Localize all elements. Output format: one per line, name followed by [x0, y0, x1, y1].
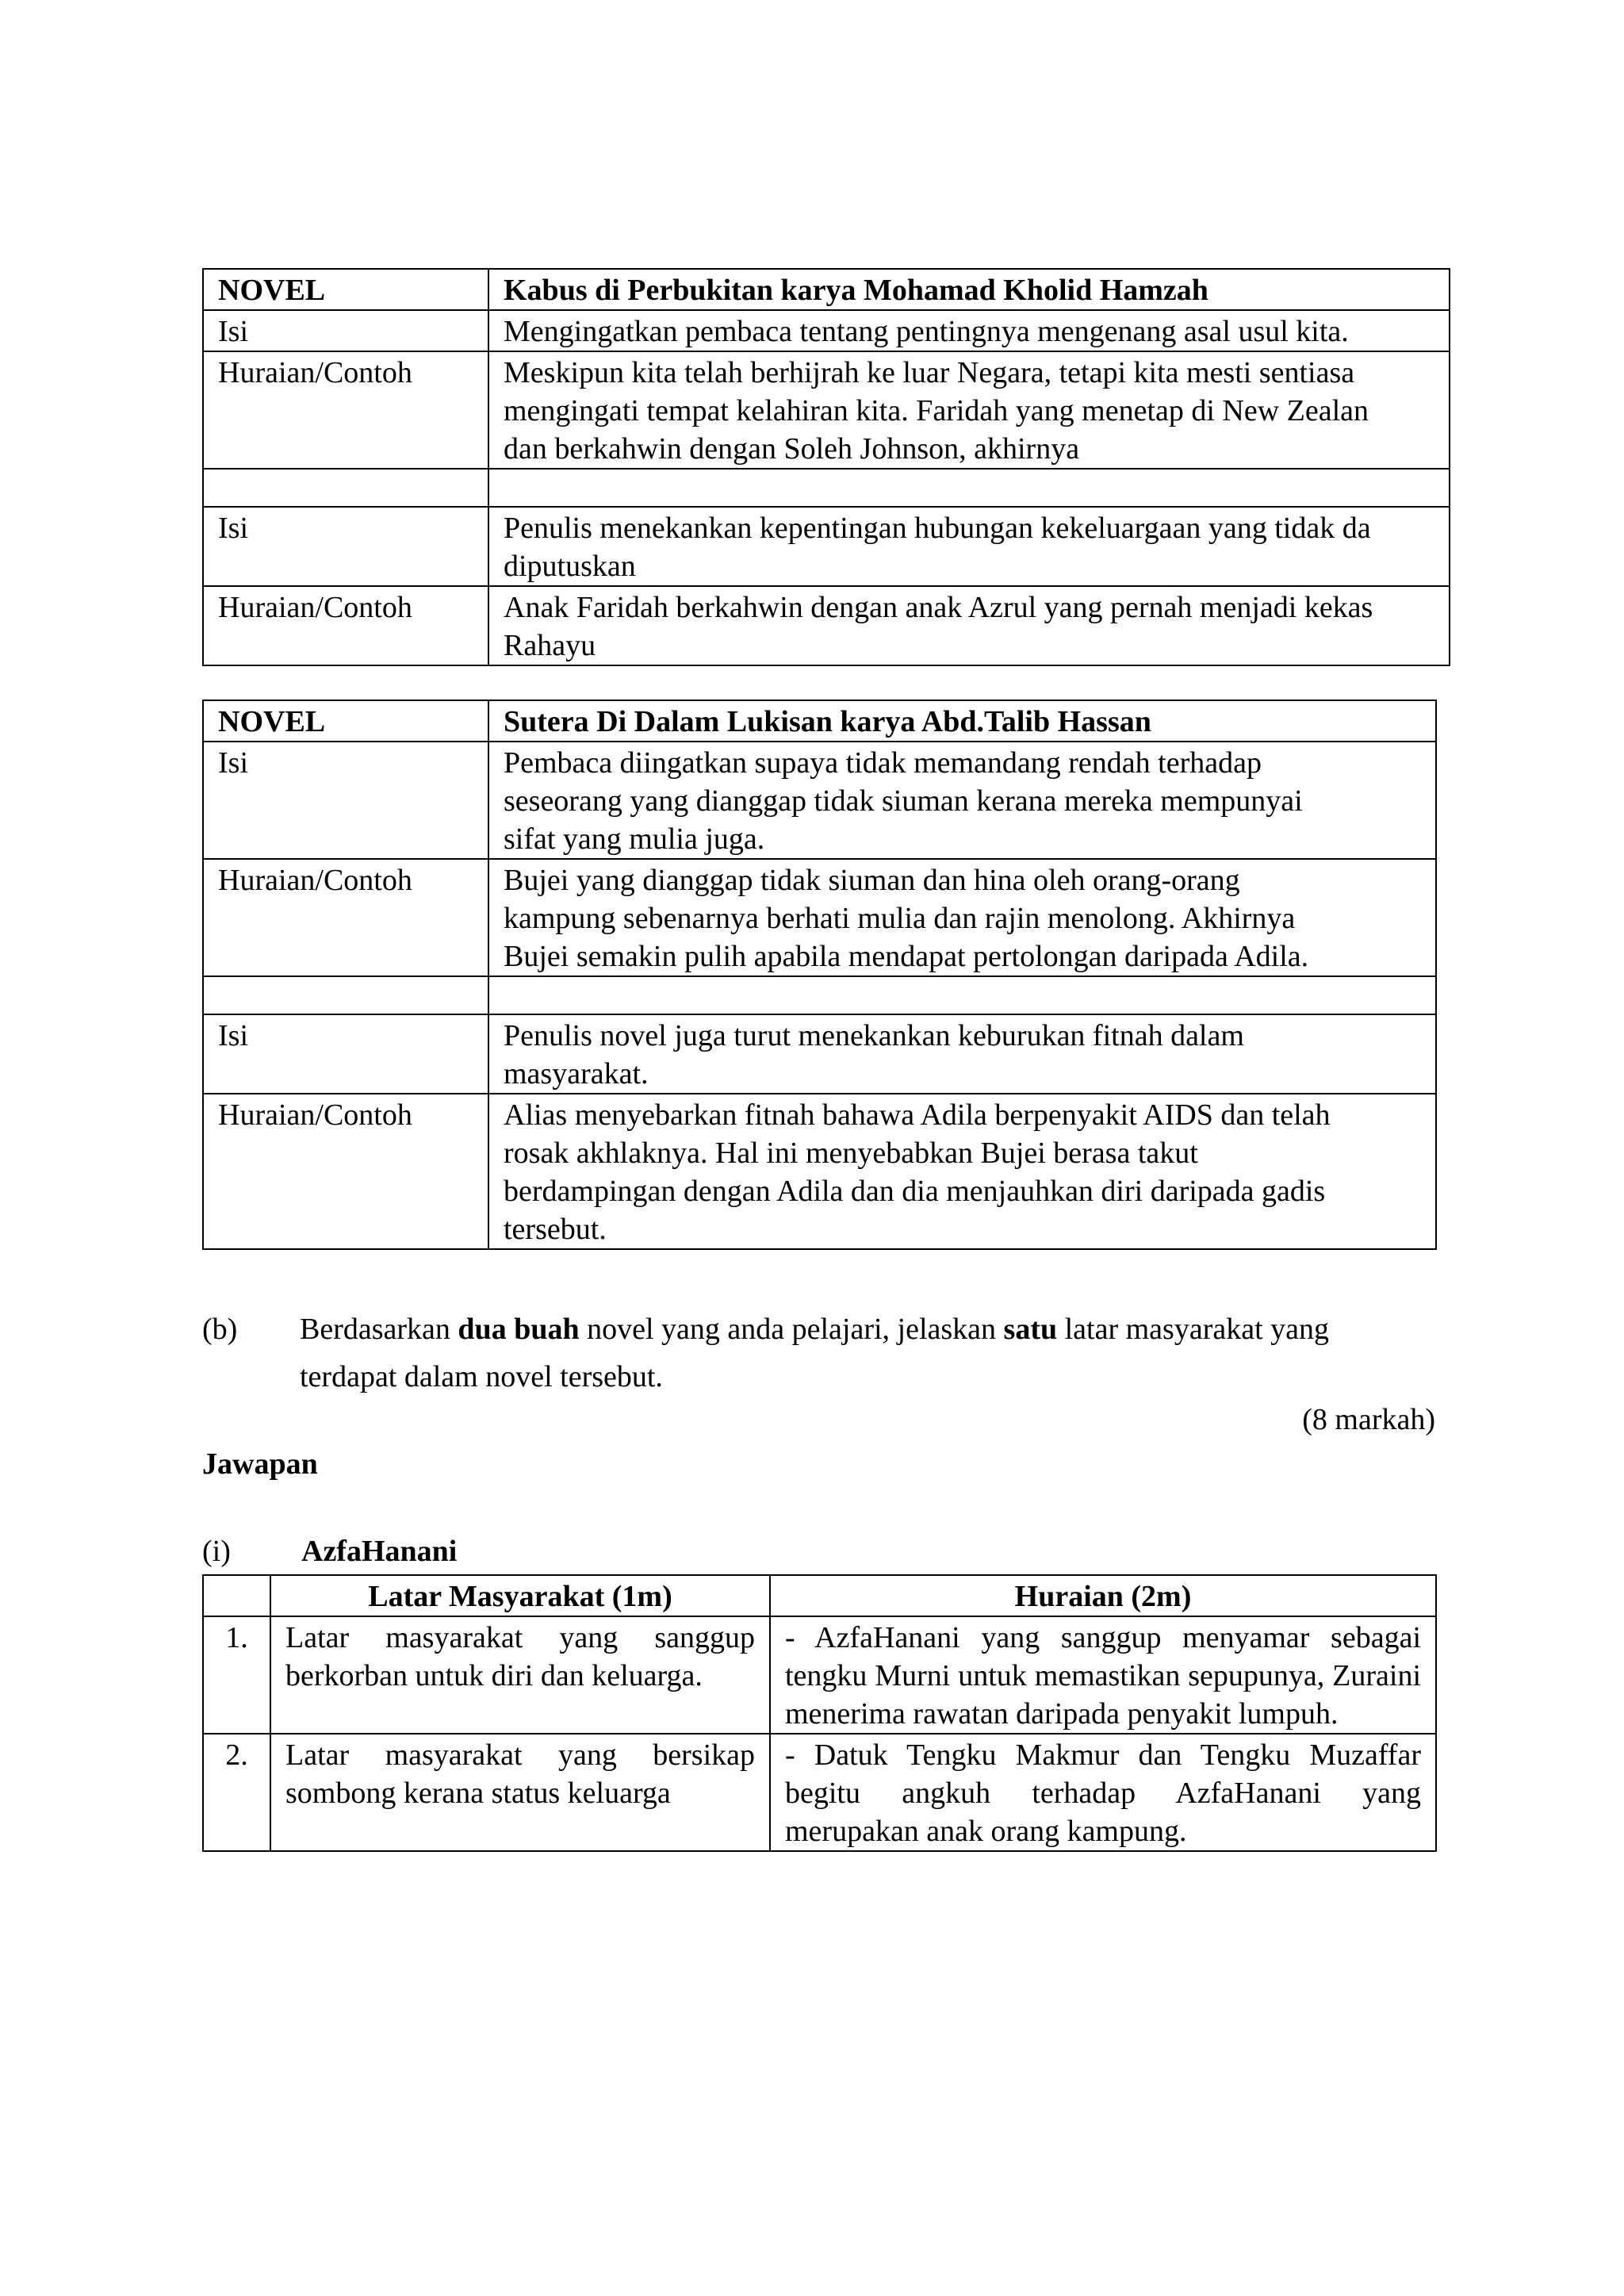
cell-line: Meskipun kita telah berhijrah ke luar Negara, tetapi kita mesti sentiasa [504, 356, 1355, 389]
marks-label: (8 markah) [1302, 1403, 1435, 1436]
cell-line: rosak akhlaknya. Hal ini menyebabkan Bujei berasa takut [504, 1137, 1198, 1170]
table-row [203, 351, 1450, 469]
table-row [203, 310, 1450, 351]
table-cell: Huraian/Contoh [203, 351, 488, 469]
table-header-cell [203, 1575, 270, 1616]
table-cell [488, 742, 1436, 859]
question-text-line-2: terdapat dalam novel tersebut. [300, 1360, 663, 1393]
table-cell [488, 586, 1450, 665]
cell-line: seseorang yang dianggap tidak siuman kerana mereka mempunyai [504, 784, 1303, 818]
cell-line: tersebut. [504, 1213, 607, 1246]
cell-line: berdampingan dengan Adila dan dia menjauhkan diri daripada gadis [504, 1175, 1326, 1208]
table-cell: NOVEL [203, 700, 488, 742]
table-cell: Mengingatkan pembaca tentang pentingnya mengenang asal usul kita. [488, 310, 1450, 351]
row-number: 1. [203, 1616, 270, 1734]
cell-line: Bujei semakin pulih apabila mendapat pertolongan daripada Adila. [504, 940, 1309, 973]
table-cell [488, 1014, 1436, 1094]
table-cell: Huraian/Contoh [203, 1094, 488, 1249]
table-row [203, 507, 1450, 586]
table-row [203, 1616, 1436, 1734]
table-cell [203, 976, 488, 1014]
question-text-part: Berdasarkan [300, 1313, 458, 1346]
table-cell [488, 351, 1450, 469]
table-row [203, 859, 1436, 976]
cell-line: Alias menyebarkan fitnah bahawa Adila berpenyakit AIDS dan telah [504, 1098, 1331, 1132]
question-emphasis: dua buah [458, 1313, 580, 1346]
cell-line: sifat yang mulia juga. [504, 822, 765, 856]
table-row [203, 269, 1450, 310]
table-header-cell: Latar Masyarakat (1m) [270, 1575, 770, 1616]
cell-line: Penulis menekankan kepentingan hubungan kekeluargaan yang tidak da [504, 512, 1371, 545]
table-cell: Sutera Di Dalam Lukisan karya Abd.Talib Hassan [488, 700, 1436, 742]
table-cell: - Datuk Tengku Makmur dan Tengku Muzaffar begitu angkuh terhadap AzfaHanani yang merupakan anak orang kampung. [770, 1734, 1436, 1851]
cell-line: dan berkahwin dengan Soleh Johnson, akhirnya [504, 432, 1080, 466]
table-row [203, 1014, 1436, 1094]
table-row-empty [203, 469, 1450, 507]
table-cell: Isi [203, 310, 488, 351]
table-cell [488, 469, 1450, 507]
cell-line: Pembaca diingatkan supaya tidak memandang rendah terhadap [504, 746, 1262, 780]
table-cell [488, 507, 1450, 586]
table-row [203, 1734, 1436, 1851]
question-text-part: novel yang anda pelajari, jelaskan [579, 1313, 1004, 1346]
table-cell: Latar masyarakat yang sanggup berkorban untuk diri dan keluarga. [270, 1616, 770, 1734]
table-cell: Kabus di Perbukitan karya Mohamad Kholid Hamzah [488, 269, 1450, 310]
question-emphasis: satu [1003, 1313, 1058, 1346]
table-cell: - AzfaHanani yang sanggup menyamar sebagai tengku Murni untuk memastikan sepupunya, Zuraini menerima rawatan daripada penyakit lumpuh. [770, 1616, 1436, 1734]
novel-table-kabus [202, 268, 1450, 666]
cell-line: Bujei yang dianggap tidak siuman dan hina oleh orang-orang [504, 864, 1240, 897]
row-number: 2. [203, 1734, 270, 1851]
cell-line: mengingati tempat kelahiran kita. Faridah yang menetap di New Zealan [504, 394, 1369, 427]
question-text-part: latar masyarakat yang [1057, 1313, 1330, 1346]
table-header-cell: Huraian (2m) [770, 1575, 1436, 1616]
table-row [203, 742, 1436, 859]
cell-line: masyarakat. [504, 1057, 649, 1091]
table-cell: Isi [203, 742, 488, 859]
cell-line: kampung sebenarnya berhati mulia dan rajin menolong. Akhirnya [504, 902, 1296, 935]
answer-heading: Jawapan [202, 1447, 318, 1481]
table-row [203, 1094, 1436, 1249]
table-cell [488, 976, 1436, 1014]
table-cell: Huraian/Contoh [203, 859, 488, 976]
table-cell: Isi [203, 1014, 488, 1094]
table-cell [488, 859, 1436, 976]
question-text [300, 1310, 1329, 1348]
table-row [203, 700, 1436, 742]
question-label: (b) [202, 1313, 238, 1346]
table-cell [488, 1094, 1436, 1249]
table-cell: Latar masyarakat yang bersikap sombong kerana status keluarga [270, 1734, 770, 1851]
table-cell [203, 469, 488, 507]
subsection-label: (i) [202, 1535, 231, 1568]
table-row-empty [203, 976, 1436, 1014]
table-cell: Isi [203, 507, 488, 586]
cell-line: Anak Faridah berkahwin dengan anak Azrul yang pernah menjadi kekas [504, 591, 1373, 624]
cell-line: Rahayu [504, 629, 596, 662]
subsection-title: AzfaHanani [301, 1535, 458, 1568]
novel-table-sutera [202, 700, 1437, 1250]
table-header-row [203, 1575, 1436, 1616]
table-row [203, 586, 1450, 665]
table-cell: Huraian/Contoh [203, 586, 488, 665]
answer-table [202, 1574, 1437, 1852]
cell-line: diputuskan [504, 550, 636, 583]
cell-line: Penulis novel juga turut menekankan keburukan fitnah dalam [504, 1019, 1244, 1052]
table-cell: NOVEL [203, 269, 488, 310]
